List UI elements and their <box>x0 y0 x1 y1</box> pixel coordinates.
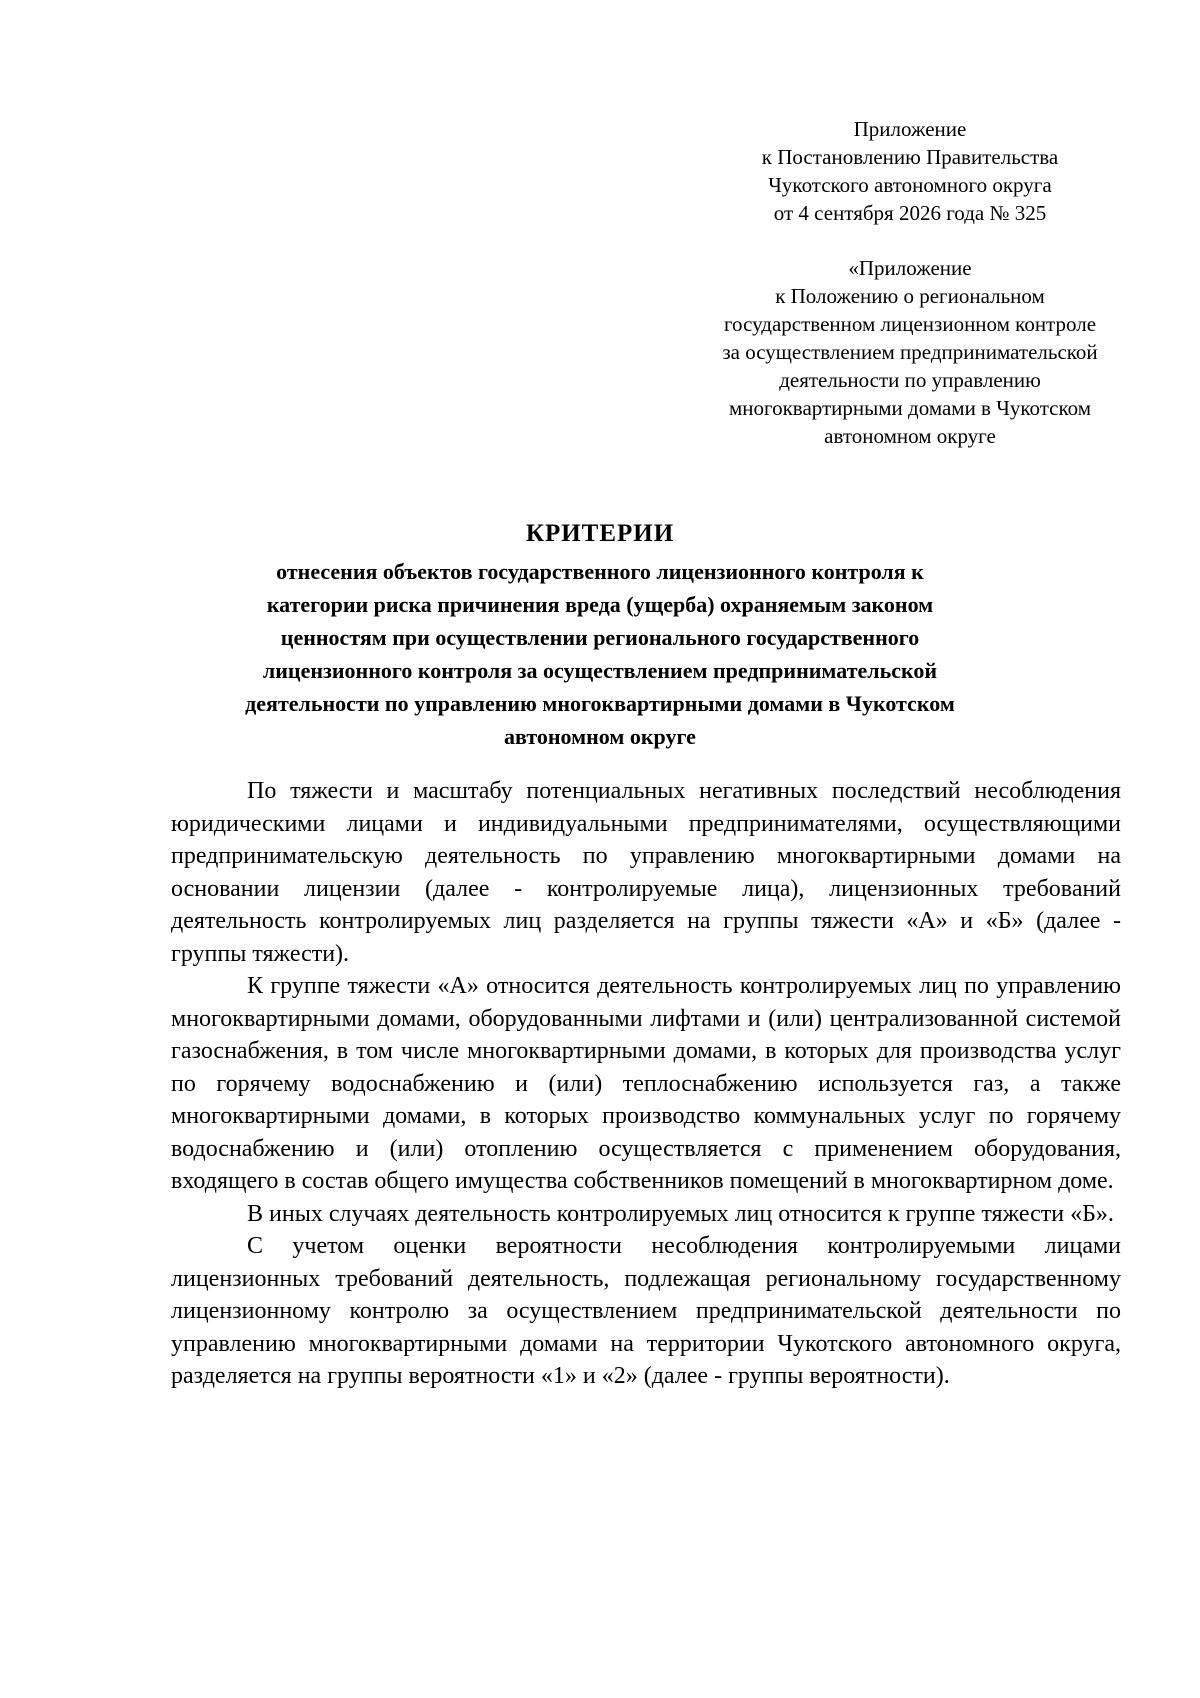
subtitle-line: деятельности по управлению многоквартирными домами в Чукотском <box>245 691 955 716</box>
annex-reference-line: автономном округе <box>824 424 996 448</box>
annex-reference-line: государственном лицензионном контроле <box>723 312 1097 336</box>
subtitle-line: категории риска причинения вреда (ущерба) охраняемым законом <box>266 592 934 617</box>
subtitle-line: лицензионного контроля за осуществлением предпринимательской <box>262 658 938 683</box>
subtitle-line: отнесения объектов государственного лицензионного контроля к <box>276 559 924 584</box>
annex-header-line: к Постановлению Правительства <box>761 145 1059 169</box>
annex-reference-line: к Положению о региональном <box>775 284 1045 308</box>
annex-reference <box>690 254 1130 450</box>
body-paragraph: По тяжести и масштабу потенциальных негативных последствий несоблюдения юридическими лицами и индивидуальными предпринимателями, осуществляющими предпринимательскую деятельность по управлению многоквартирными домами на основании лицензии (далее - контролируемые лица), лицензионных требований деятельность контролируемых лиц разделяется на группы тяжести «А» и «Б» (далее - группы тяжести). <box>171 778 1121 967</box>
annex-reference-line: за осуществлением предпринимательской <box>722 340 1098 364</box>
annex-reference-line: деятельности по управлению <box>779 368 1041 392</box>
subtitle-line: автономном округе <box>504 724 696 749</box>
body-paragraph: К группе тяжести «А» относится деятельность контролируемых лиц по управлению многоквартирными домами, оборудованными лифтами и (или) централизованной системой газоснабжения, в том числе многоквартирными домами, в которых для производства услуг по горячему водоснабжению и (или) теплоснабжению используется газ, а также многоквартирными домами, в которых производство коммунальных услуг по горячему водоснабжению и (или) отоплению осуществляется с применением оборудования, входящего в состав общего имущества собственников помещений в многоквартирном доме. <box>171 973 1121 1194</box>
document-title: КРИТЕРИИ <box>525 520 675 547</box>
document-body <box>171 775 1121 1393</box>
annex-header-line: от 4 сентября 2026 года № 325 <box>773 201 1047 225</box>
body-paragraph: С учетом оценки вероятности несоблюдения контролируемыми лицами лицензионных требований деятельность, подлежащая региональному государственному лицензионному контролю за осуществлением предпринимательской деятельности по управлению многоквартирными домами на территории Чукотского автономного округа, разделяется на группы вероятности «1» и «2» (далее - группы вероятности). <box>171 1233 1121 1389</box>
annex-reference-line: многоквартирными домами в Чукотском <box>728 396 1092 420</box>
annex-reference-line: «Приложение <box>848 256 972 280</box>
document-subtitle <box>150 555 1050 753</box>
annex-header-line: Приложение <box>853 117 967 141</box>
annex-header <box>690 115 1130 227</box>
body-paragraph: В иных случаях деятельность контролируемых лиц относится к группе тяжести «Б». <box>247 1200 1114 1227</box>
subtitle-line: ценностям при осуществлении регионального государственного <box>280 625 920 650</box>
annex-header-line: Чукотского автономного округа <box>768 173 1052 197</box>
